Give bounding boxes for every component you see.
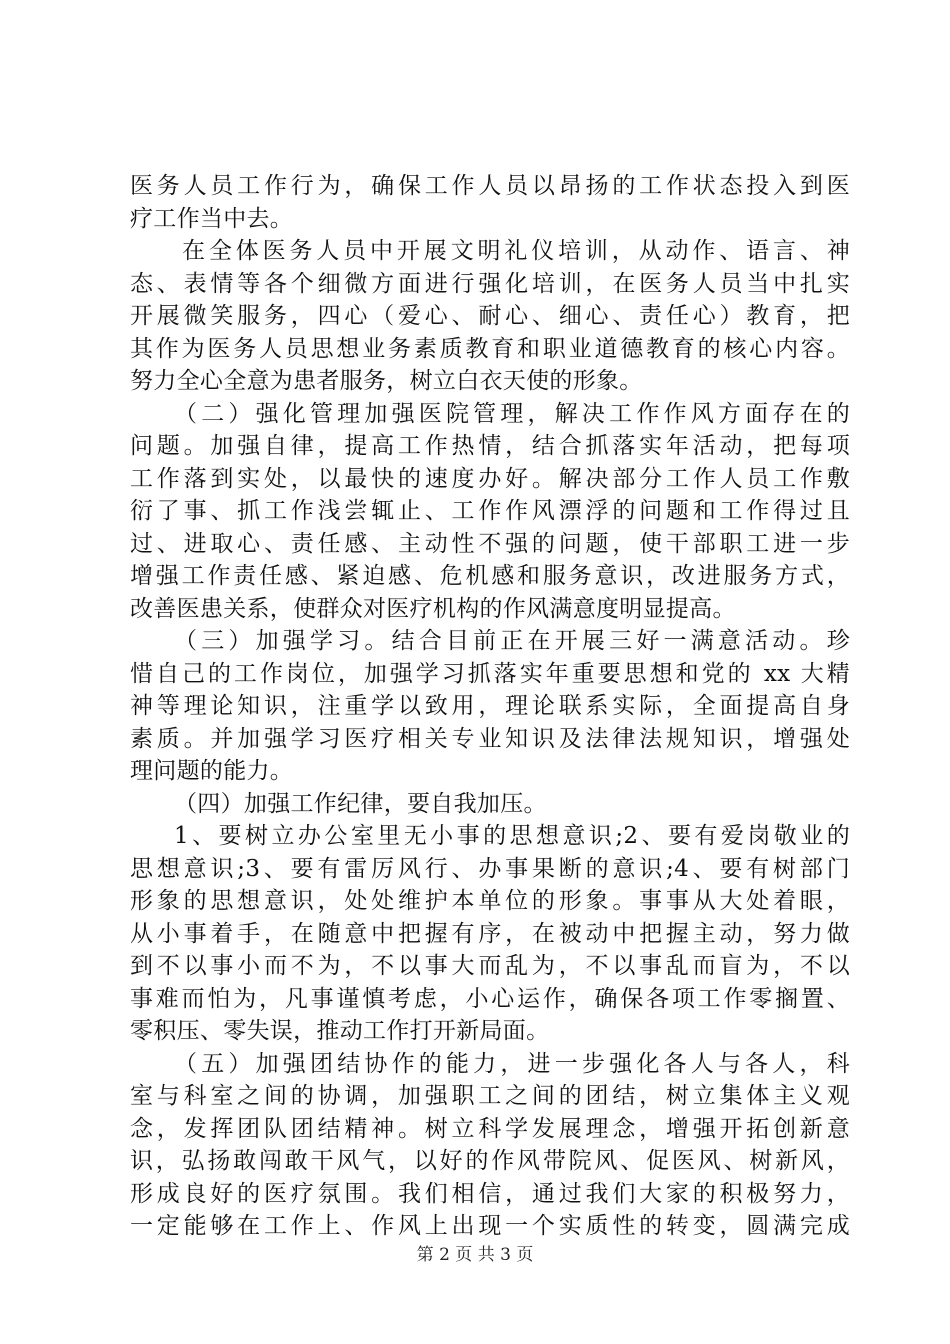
text-line: 改善医患关系，使群众对医疗机构的作风满意度明显提高。 [130, 595, 736, 622]
text-line: （四）加强工作纪律，要自我加压。 [174, 790, 547, 817]
text-line: 神等理论知识，注重学以致用，理论联系实际，全面提高自身 [130, 693, 850, 719]
text-line: 形成良好的医疗氛围。我们相信，通过我们大家的积极努力， [130, 1180, 850, 1207]
text-line: 过、进取心、责任感、主动性不强的问题，使干部职工进一步 [130, 530, 850, 557]
text-line: 从小事着手，在随意中把握有序，在被动中把握主动，努力做 [130, 920, 850, 947]
text-line: 问题。加强自律，提高工作热情，结合抓落实年活动，把每项 [130, 433, 850, 459]
text-line: 开展微笑服务，四心（爱心、耐心、细心、责任心）教育，把 [130, 303, 850, 329]
text-line: 事难而怕为，凡事谨慎考虑，小心运作，确保各项工作零搁置、 [130, 985, 850, 1012]
page-number-footer: 第 2 页 共 3 页 [416, 1245, 534, 1265]
text-line: 到不以事小而不为，不以事大而乱为，不以事乱而盲为，不以 [130, 953, 850, 979]
text-line: 1、要树立办公室里无小事的思想意识;2、要有爱岗敬业的 [174, 823, 850, 849]
text-line: 增强工作责任感、紧迫感、危机感和服务意识，改进服务方式， [130, 563, 850, 589]
text-line: 努力全心全意为患者服务，树立白衣天使的形象。 [130, 368, 643, 394]
text-line: 念，发挥团队团结精神。树立科学发展理念，增强开拓创新意 [130, 1115, 850, 1142]
text-line: （五）加强团结协作的能力，进一步强化各人与各人，科 [174, 1050, 850, 1077]
text-line: 零积压、零失误，推动工作打开新局面。 [130, 1018, 550, 1044]
text-line: （三）加强学习。结合目前正在开展三好一满意活动。珍 [174, 628, 850, 654]
text-line: 理问题的能力。 [130, 758, 294, 784]
text-line: 思想意识;3、要有雷厉风行、办事果断的意识;4、要有树部门 [130, 855, 850, 882]
text-line: 医务人员工作行为，确保工作人员以昂扬的工作状态投入到医 [130, 173, 850, 199]
text-line: 室与科室之间的协调，加强职工之间的团结，树立集体主义观 [130, 1083, 850, 1109]
text-line: 素质。并加强学习医疗相关专业知识及法律法规知识，增强处 [130, 725, 850, 752]
text-line: 疗工作当中去。 [130, 205, 294, 232]
text-line: 衍了事、抓工作浅尝辄止、工作作风漂浮的问题和工作得过且 [130, 498, 850, 524]
text-line: 识，弘扬敢闯敢干风气，以好的作风带院风、促医风、树新风， [130, 1148, 850, 1174]
text-line: 态、表情等各个细微方面进行强化培训，在医务人员当中扎实 [130, 270, 850, 297]
body-text [130, 170, 850, 1243]
text-line: 一定能够在工作上、作风上出现一个实质性的转变，圆满完成 [130, 1213, 850, 1239]
text-line: 工作落到实处，以最快的速度办好。解决部分工作人员工作敷 [130, 465, 850, 492]
text-line: 惜自己的工作岗位，加强学习抓落实年重要思想和党的 xx 大精 [130, 660, 850, 687]
text-line: 其作为医务人员思想业务素质教育和职业道德教育的核心内容。 [130, 335, 850, 362]
text-line: （二）强化管理加强医院管理，解决工作作风方面存在的 [174, 400, 850, 427]
text-line: 在全体医务人员中开展文明礼仪培训，从动作、语言、神 [182, 238, 850, 264]
text-line: 形象的思想意识，处处维护本单位的形象。事事从大处着眼， [130, 888, 850, 914]
